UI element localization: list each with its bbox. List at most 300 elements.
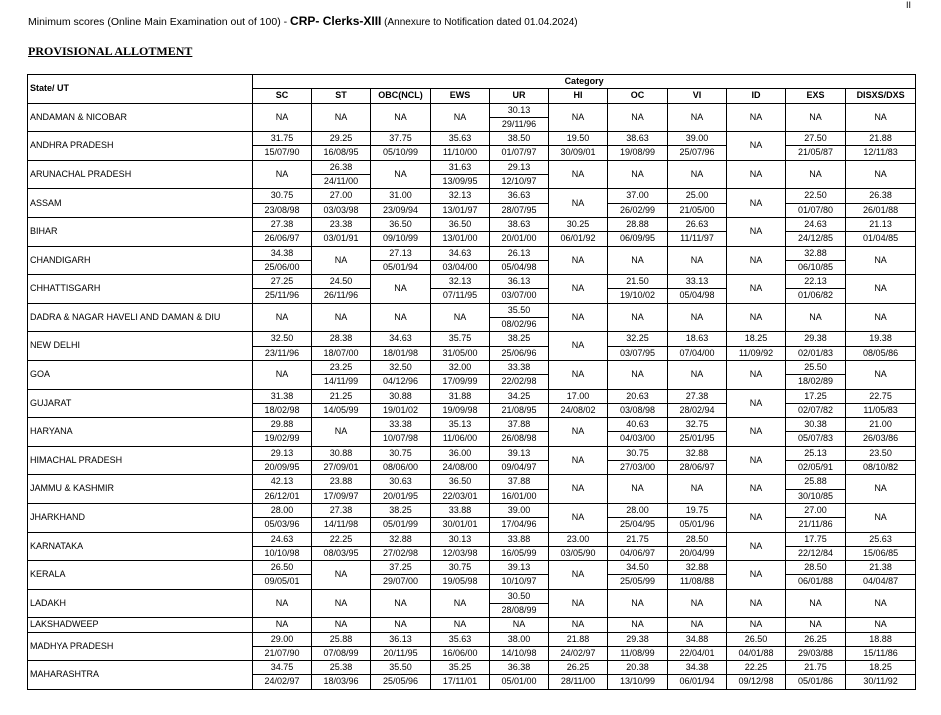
- score-cell: 38.00: [490, 632, 549, 646]
- cutoff-date-cell: 05/04/98: [668, 289, 727, 303]
- cutoff-date-cell: 14/05/99: [312, 403, 371, 417]
- state-name: JHARKHAND: [28, 503, 253, 532]
- score-cell: 32.88: [668, 561, 727, 575]
- state-name: KERALA: [28, 561, 253, 590]
- na-cell: NA: [253, 303, 312, 332]
- score-cell: 21.13: [846, 217, 916, 231]
- score-cell: 39.00: [668, 132, 727, 146]
- state-name: MAHARASHTRA: [28, 661, 253, 690]
- cutoff-date-cell: 25/05/99: [608, 575, 668, 589]
- cutoff-date-cell: 03/07/95: [608, 346, 668, 360]
- state-name: HIMACHAL PRADESH: [28, 446, 253, 475]
- score-cell: 24.63: [253, 532, 312, 546]
- score-cell: 30.38: [786, 418, 846, 432]
- score-cell: 23.88: [312, 475, 371, 489]
- state-name: ARUNACHAL PRADESH: [28, 160, 253, 189]
- na-cell: NA: [371, 589, 431, 618]
- cutoff-date-cell: 19/05/98: [431, 575, 490, 589]
- score-cell: 17.00: [549, 389, 608, 403]
- score-cell: 26.25: [786, 632, 846, 646]
- score-cell: 32.25: [608, 332, 668, 346]
- cutoff-date-cell: 05/04/98: [490, 260, 549, 274]
- cutoff-date-cell: 08/06/00: [371, 461, 431, 475]
- cutoff-date-cell: 21/11/86: [786, 518, 846, 532]
- score-cell: 30.75: [253, 189, 312, 203]
- cutoff-date-cell: 14/11/98: [312, 518, 371, 532]
- na-cell: NA: [608, 589, 668, 618]
- table-row: [28, 446, 916, 460]
- score-cell: 21.75: [608, 532, 668, 546]
- na-cell: NA: [727, 618, 786, 632]
- na-cell: NA: [312, 418, 371, 447]
- state-name: ASSAM: [28, 189, 253, 218]
- na-cell: NA: [727, 475, 786, 504]
- cutoff-date-cell: 20/11/95: [371, 646, 431, 660]
- na-cell: NA: [549, 589, 608, 618]
- score-cell: 27.38: [312, 503, 371, 517]
- na-cell: NA: [786, 303, 846, 332]
- na-cell: NA: [727, 561, 786, 590]
- na-cell: NA: [668, 103, 727, 132]
- na-cell: NA: [668, 360, 727, 389]
- score-cell: 32.13: [431, 275, 490, 289]
- cutoff-date-cell: 06/01/92: [549, 232, 608, 246]
- cutoff-date-cell: 19/01/02: [371, 403, 431, 417]
- score-cell: 22.50: [786, 189, 846, 203]
- state-name: KARNATAKA: [28, 532, 253, 561]
- cutoff-date-cell: 12/03/98: [431, 546, 490, 560]
- section-title: PROVISIONAL ALLOTMENT: [28, 44, 193, 58]
- state-name: CHANDIGARH: [28, 246, 253, 275]
- cutoff-date-cell: 03/03/98: [312, 203, 371, 217]
- na-cell: NA: [727, 589, 786, 618]
- na-cell: NA: [312, 561, 371, 590]
- state-name: BIHAR: [28, 217, 253, 246]
- cutoff-date-cell: 06/01/88: [786, 575, 846, 589]
- cutoff-date-cell: 24/11/00: [312, 175, 371, 189]
- cutoff-date-cell: 08/05/86: [846, 346, 916, 360]
- na-cell: NA: [608, 160, 668, 189]
- state-name: NEW DELHI: [28, 332, 253, 361]
- score-cell: 22.25: [727, 661, 786, 675]
- score-cell: 35.25: [431, 661, 490, 675]
- state-name: MADHYA PRADESH: [28, 632, 253, 661]
- score-cell: 36.50: [371, 217, 431, 231]
- score-cell: 35.13: [431, 418, 490, 432]
- cutoff-date-cell: 15/07/90: [253, 146, 312, 160]
- cutoff-date-cell: 17/09/97: [312, 489, 371, 503]
- score-cell: 37.88: [490, 418, 549, 432]
- score-cell: 38.50: [490, 132, 549, 146]
- na-cell: NA: [727, 303, 786, 332]
- cutoff-date-cell: 06/10/85: [786, 260, 846, 274]
- table-row: [28, 632, 916, 646]
- score-cell: 27.13: [371, 246, 431, 260]
- page-mark: II: [905, 0, 911, 10]
- score-cell: 27.00: [312, 189, 371, 203]
- cutoff-date-cell: 05/03/96: [253, 518, 312, 532]
- na-cell: NA: [431, 303, 490, 332]
- cutoff-date-cell: 15/11/86: [846, 646, 916, 660]
- header-suffix: (Annexure to Notification dated 01.04.2024): [381, 17, 578, 28]
- na-cell: NA: [253, 618, 312, 632]
- cutoff-date-cell: 05/01/99: [371, 518, 431, 532]
- na-cell: NA: [727, 446, 786, 475]
- cutoff-date-cell: 16/06/00: [431, 646, 490, 660]
- score-cell: 18.25: [846, 661, 916, 675]
- cutoff-date-cell: 27/02/98: [371, 546, 431, 560]
- cutoff-date-cell: 04/03/00: [608, 432, 668, 446]
- score-cell: 29.00: [253, 632, 312, 646]
- score-cell: 30.25: [549, 217, 608, 231]
- score-cell: 21.38: [846, 561, 916, 575]
- na-cell: NA: [668, 160, 727, 189]
- state-name: ANDHRA PRADESH: [28, 132, 253, 161]
- cutoff-date-cell: 11/11/97: [668, 232, 727, 246]
- document-header: [28, 14, 578, 28]
- cutoff-date-cell: 24/08/00: [431, 461, 490, 475]
- cutoff-date-cell: 26/11/96: [312, 289, 371, 303]
- cutoff-date-cell: 06/09/95: [608, 232, 668, 246]
- score-cell: 24.63: [786, 217, 846, 231]
- na-cell: NA: [786, 589, 846, 618]
- state-name: LAKSHADWEEP: [28, 618, 253, 632]
- cutoff-date-cell: 23/09/94: [371, 203, 431, 217]
- na-cell: NA: [312, 246, 371, 275]
- na-cell: NA: [727, 389, 786, 418]
- cutoff-date-cell: 13/09/95: [431, 175, 490, 189]
- cutoff-date-cell: 30/10/85: [786, 489, 846, 503]
- cutoff-date-cell: 25/05/96: [371, 675, 431, 689]
- score-cell: 34.75: [253, 661, 312, 675]
- score-cell: 38.63: [608, 132, 668, 146]
- cutoff-date-cell: 19/09/98: [431, 403, 490, 417]
- score-cell: 32.13: [431, 189, 490, 203]
- score-cell: 32.88: [786, 246, 846, 260]
- na-cell: NA: [549, 332, 608, 361]
- na-cell: NA: [727, 132, 786, 161]
- cutoff-date-cell: 03/01/91: [312, 232, 371, 246]
- na-cell: NA: [786, 103, 846, 132]
- cutoff-date-cell: 13/01/00: [431, 232, 490, 246]
- cutoff-date-cell: 30/09/01: [549, 146, 608, 160]
- cutoff-date-cell: 26/08/98: [490, 432, 549, 446]
- column-header: EXS: [786, 89, 846, 103]
- score-cell: 38.25: [490, 332, 549, 346]
- na-cell: NA: [846, 103, 916, 132]
- cutoff-date-cell: 12/11/83: [846, 146, 916, 160]
- cutoff-date-cell: 02/07/82: [786, 403, 846, 417]
- cutoff-date-cell: 18/07/00: [312, 346, 371, 360]
- cutoff-date-cell: 28/06/97: [668, 461, 727, 475]
- na-cell: NA: [786, 618, 846, 632]
- table-row: [28, 389, 916, 403]
- score-cell: 37.00: [608, 189, 668, 203]
- score-cell: 18.25: [727, 332, 786, 346]
- score-cell: 34.38: [668, 661, 727, 675]
- score-cell: 24.50: [312, 275, 371, 289]
- score-cell: 33.38: [490, 360, 549, 374]
- cutoff-date-cell: 11/06/00: [431, 432, 490, 446]
- score-cell: 25.88: [786, 475, 846, 489]
- cutoff-date-cell: 15/06/85: [846, 546, 916, 560]
- cutoff-date-cell: 21/05/00: [668, 203, 727, 217]
- score-cell: 40.63: [608, 418, 668, 432]
- na-cell: NA: [549, 446, 608, 475]
- cutoff-date-cell: 28/07/95: [490, 203, 549, 217]
- score-cell: 34.50: [608, 561, 668, 575]
- cutoff-date-cell: 18/03/96: [312, 675, 371, 689]
- table-row: [28, 246, 916, 260]
- na-cell: NA: [371, 618, 431, 632]
- score-cell: 19.38: [846, 332, 916, 346]
- score-cell: 34.63: [371, 332, 431, 346]
- score-cell: 29.13: [490, 160, 549, 174]
- score-cell: 27.00: [786, 503, 846, 517]
- table-row: [28, 589, 916, 603]
- cutoff-date-cell: 28/02/94: [668, 403, 727, 417]
- state-name: HARYANA: [28, 418, 253, 447]
- score-cell: 27.25: [253, 275, 312, 289]
- state-column-header: State/ UT: [28, 75, 253, 104]
- cutoff-date-cell: 26/02/99: [608, 203, 668, 217]
- score-cell: 27.38: [668, 389, 727, 403]
- cutoff-date-cell: 11/09/92: [727, 346, 786, 360]
- score-cell: 39.13: [490, 446, 549, 460]
- na-cell: NA: [846, 475, 916, 504]
- na-cell: NA: [549, 503, 608, 532]
- score-cell: 28.50: [786, 561, 846, 575]
- cutoff-date-cell: 20/01/95: [371, 489, 431, 503]
- na-cell: NA: [253, 103, 312, 132]
- na-cell: NA: [371, 160, 431, 189]
- score-cell: 27.38: [253, 217, 312, 231]
- score-cell: 23.25: [312, 360, 371, 374]
- na-cell: NA: [549, 103, 608, 132]
- table-row: [28, 360, 916, 374]
- cutoff-date-cell: 21/08/95: [490, 403, 549, 417]
- cutoff-date-cell: 13/10/99: [608, 675, 668, 689]
- score-cell: 38.63: [490, 217, 549, 231]
- score-cell: 35.63: [431, 632, 490, 646]
- na-cell: NA: [727, 532, 786, 561]
- score-cell: 31.38: [253, 389, 312, 403]
- na-cell: NA: [490, 618, 549, 632]
- cutoff-date-cell: 14/11/99: [312, 375, 371, 389]
- cutoff-date-cell: 02/01/83: [786, 346, 846, 360]
- cutoff-date-cell: 26/01/88: [846, 203, 916, 217]
- na-cell: NA: [549, 418, 608, 447]
- na-cell: NA: [846, 303, 916, 332]
- cutoff-date-cell: 10/07/98: [371, 432, 431, 446]
- na-cell: NA: [727, 189, 786, 218]
- cutoff-date-cell: 04/12/96: [371, 375, 431, 389]
- na-cell: NA: [668, 618, 727, 632]
- score-cell: 25.00: [668, 189, 727, 203]
- score-cell: 25.88: [312, 632, 371, 646]
- cutoff-date-cell: 24/02/97: [253, 675, 312, 689]
- score-cell: 30.13: [431, 532, 490, 546]
- state-name: LADAKH: [28, 589, 253, 618]
- cutoff-date-cell: 18/02/89: [786, 375, 846, 389]
- score-cell: 32.88: [668, 446, 727, 460]
- score-cell: 36.63: [490, 189, 549, 203]
- cutoff-date-cell: 29/03/88: [786, 646, 846, 660]
- na-cell: NA: [727, 217, 786, 246]
- cutoff-date-cell: 01/04/85: [846, 232, 916, 246]
- na-cell: NA: [668, 303, 727, 332]
- cutoff-date-cell: 09/04/97: [490, 461, 549, 475]
- score-cell: 30.75: [371, 446, 431, 460]
- na-cell: NA: [846, 160, 916, 189]
- cutoff-date-cell: 25/01/95: [668, 432, 727, 446]
- cutoff-date-cell: 07/04/00: [668, 346, 727, 360]
- state-name: GOA: [28, 360, 253, 389]
- state-name: GUJARAT: [28, 389, 253, 418]
- na-cell: NA: [608, 475, 668, 504]
- cutoff-date-cell: 26/03/86: [846, 432, 916, 446]
- table-row: [28, 132, 916, 146]
- na-cell: NA: [431, 103, 490, 132]
- na-cell: NA: [608, 103, 668, 132]
- na-cell: NA: [312, 589, 371, 618]
- na-cell: NA: [668, 246, 727, 275]
- score-cell: 29.38: [786, 332, 846, 346]
- table-row: [28, 475, 916, 489]
- cutoff-date-cell: 08/03/95: [312, 546, 371, 560]
- header-prefix: Minimum scores (Online Main Examination out of 100) -: [28, 16, 291, 28]
- score-cell: 33.13: [668, 275, 727, 289]
- na-cell: NA: [608, 618, 668, 632]
- score-cell: 34.25: [490, 389, 549, 403]
- score-cell: 22.75: [846, 389, 916, 403]
- table-row: [28, 532, 916, 546]
- score-cell: 36.00: [431, 446, 490, 460]
- table-row: [28, 503, 916, 517]
- score-cell: 35.63: [431, 132, 490, 146]
- score-cell: 31.63: [431, 160, 490, 174]
- cutoff-date-cell: 04/06/97: [608, 546, 668, 560]
- state-name: JAMMU & KASHMIR: [28, 475, 253, 504]
- cutoff-date-cell: 17/04/96: [490, 518, 549, 532]
- na-cell: NA: [846, 275, 916, 304]
- table-row: [28, 217, 916, 231]
- cutoff-date-cell: 11/10/00: [431, 146, 490, 160]
- score-cell: 30.88: [312, 446, 371, 460]
- cutoff-date-cell: 01/07/97: [490, 146, 549, 160]
- score-cell: 25.38: [312, 661, 371, 675]
- cutoff-date-cell: 14/10/98: [490, 646, 549, 660]
- cutoff-date-cell: 19/08/99: [608, 146, 668, 160]
- cutoff-date-cell: 18/02/98: [253, 403, 312, 417]
- na-cell: NA: [549, 360, 608, 389]
- column-header: OBC(NCL): [371, 89, 431, 103]
- score-cell: 28.00: [608, 503, 668, 517]
- score-cell: 32.75: [668, 418, 727, 432]
- score-cell: 26.13: [490, 246, 549, 260]
- score-cell: 33.38: [371, 418, 431, 432]
- score-cell: 31.75: [253, 132, 312, 146]
- score-cell: 36.50: [431, 217, 490, 231]
- minimum-scores-table: [27, 74, 916, 690]
- na-cell: NA: [846, 589, 916, 618]
- score-cell: 33.88: [431, 503, 490, 517]
- table-row: [28, 275, 916, 289]
- na-cell: NA: [549, 160, 608, 189]
- cutoff-date-cell: 08/02/96: [490, 318, 549, 332]
- cutoff-date-cell: 22/02/98: [490, 375, 549, 389]
- na-cell: NA: [786, 160, 846, 189]
- score-cell: 23.50: [846, 446, 916, 460]
- na-cell: NA: [846, 503, 916, 532]
- table-row: [28, 561, 916, 575]
- score-cell: 18.63: [668, 332, 727, 346]
- score-cell: 42.13: [253, 475, 312, 489]
- score-cell: 29.88: [253, 418, 312, 432]
- cutoff-date-cell: 29/07/00: [371, 575, 431, 589]
- na-cell: NA: [253, 160, 312, 189]
- score-cell: 32.50: [371, 360, 431, 374]
- na-cell: NA: [727, 503, 786, 532]
- cutoff-date-cell: 25/07/96: [668, 146, 727, 160]
- cutoff-date-cell: 04/01/88: [727, 646, 786, 660]
- cutoff-date-cell: 25/06/96: [490, 346, 549, 360]
- category-header: Category: [253, 75, 916, 89]
- score-cell: 36.50: [431, 475, 490, 489]
- score-cell: 30.50: [490, 589, 549, 603]
- score-cell: 28.50: [668, 532, 727, 546]
- cutoff-date-cell: 12/10/97: [490, 175, 549, 189]
- score-cell: 36.13: [490, 275, 549, 289]
- score-cell: 18.88: [846, 632, 916, 646]
- cutoff-date-cell: 24/02/97: [549, 646, 608, 660]
- cutoff-date-cell: 09/10/99: [371, 232, 431, 246]
- cutoff-date-cell: 17/09/99: [431, 375, 490, 389]
- score-cell: 39.13: [490, 561, 549, 575]
- column-header: DISXS/DXS: [846, 89, 916, 103]
- score-cell: 37.25: [371, 561, 431, 575]
- table-row: [28, 418, 916, 432]
- cutoff-date-cell: 05/01/86: [786, 675, 846, 689]
- score-cell: 21.75: [786, 661, 846, 675]
- score-cell: 21.88: [846, 132, 916, 146]
- score-cell: 37.88: [490, 475, 549, 489]
- score-cell: 34.88: [668, 632, 727, 646]
- score-cell: 22.13: [786, 275, 846, 289]
- cutoff-date-cell: 05/01/00: [490, 675, 549, 689]
- na-cell: NA: [371, 303, 431, 332]
- na-cell: NA: [727, 160, 786, 189]
- score-cell: 20.63: [608, 389, 668, 403]
- score-cell: 30.88: [371, 389, 431, 403]
- na-cell: NA: [608, 360, 668, 389]
- cutoff-date-cell: 22/04/01: [668, 646, 727, 660]
- cutoff-date-cell: 24/12/85: [786, 232, 846, 246]
- na-cell: NA: [431, 589, 490, 618]
- score-cell: 31.88: [431, 389, 490, 403]
- na-cell: NA: [312, 618, 371, 632]
- na-cell: NA: [727, 103, 786, 132]
- na-cell: NA: [549, 189, 608, 218]
- score-cell: 28.88: [608, 217, 668, 231]
- cutoff-date-cell: 10/10/97: [490, 575, 549, 589]
- score-cell: 35.50: [490, 303, 549, 317]
- score-cell: 26.25: [549, 661, 608, 675]
- score-cell: 34.63: [431, 246, 490, 260]
- cutoff-date-cell: 05/10/99: [371, 146, 431, 160]
- score-cell: 33.88: [490, 532, 549, 546]
- na-cell: NA: [549, 561, 608, 590]
